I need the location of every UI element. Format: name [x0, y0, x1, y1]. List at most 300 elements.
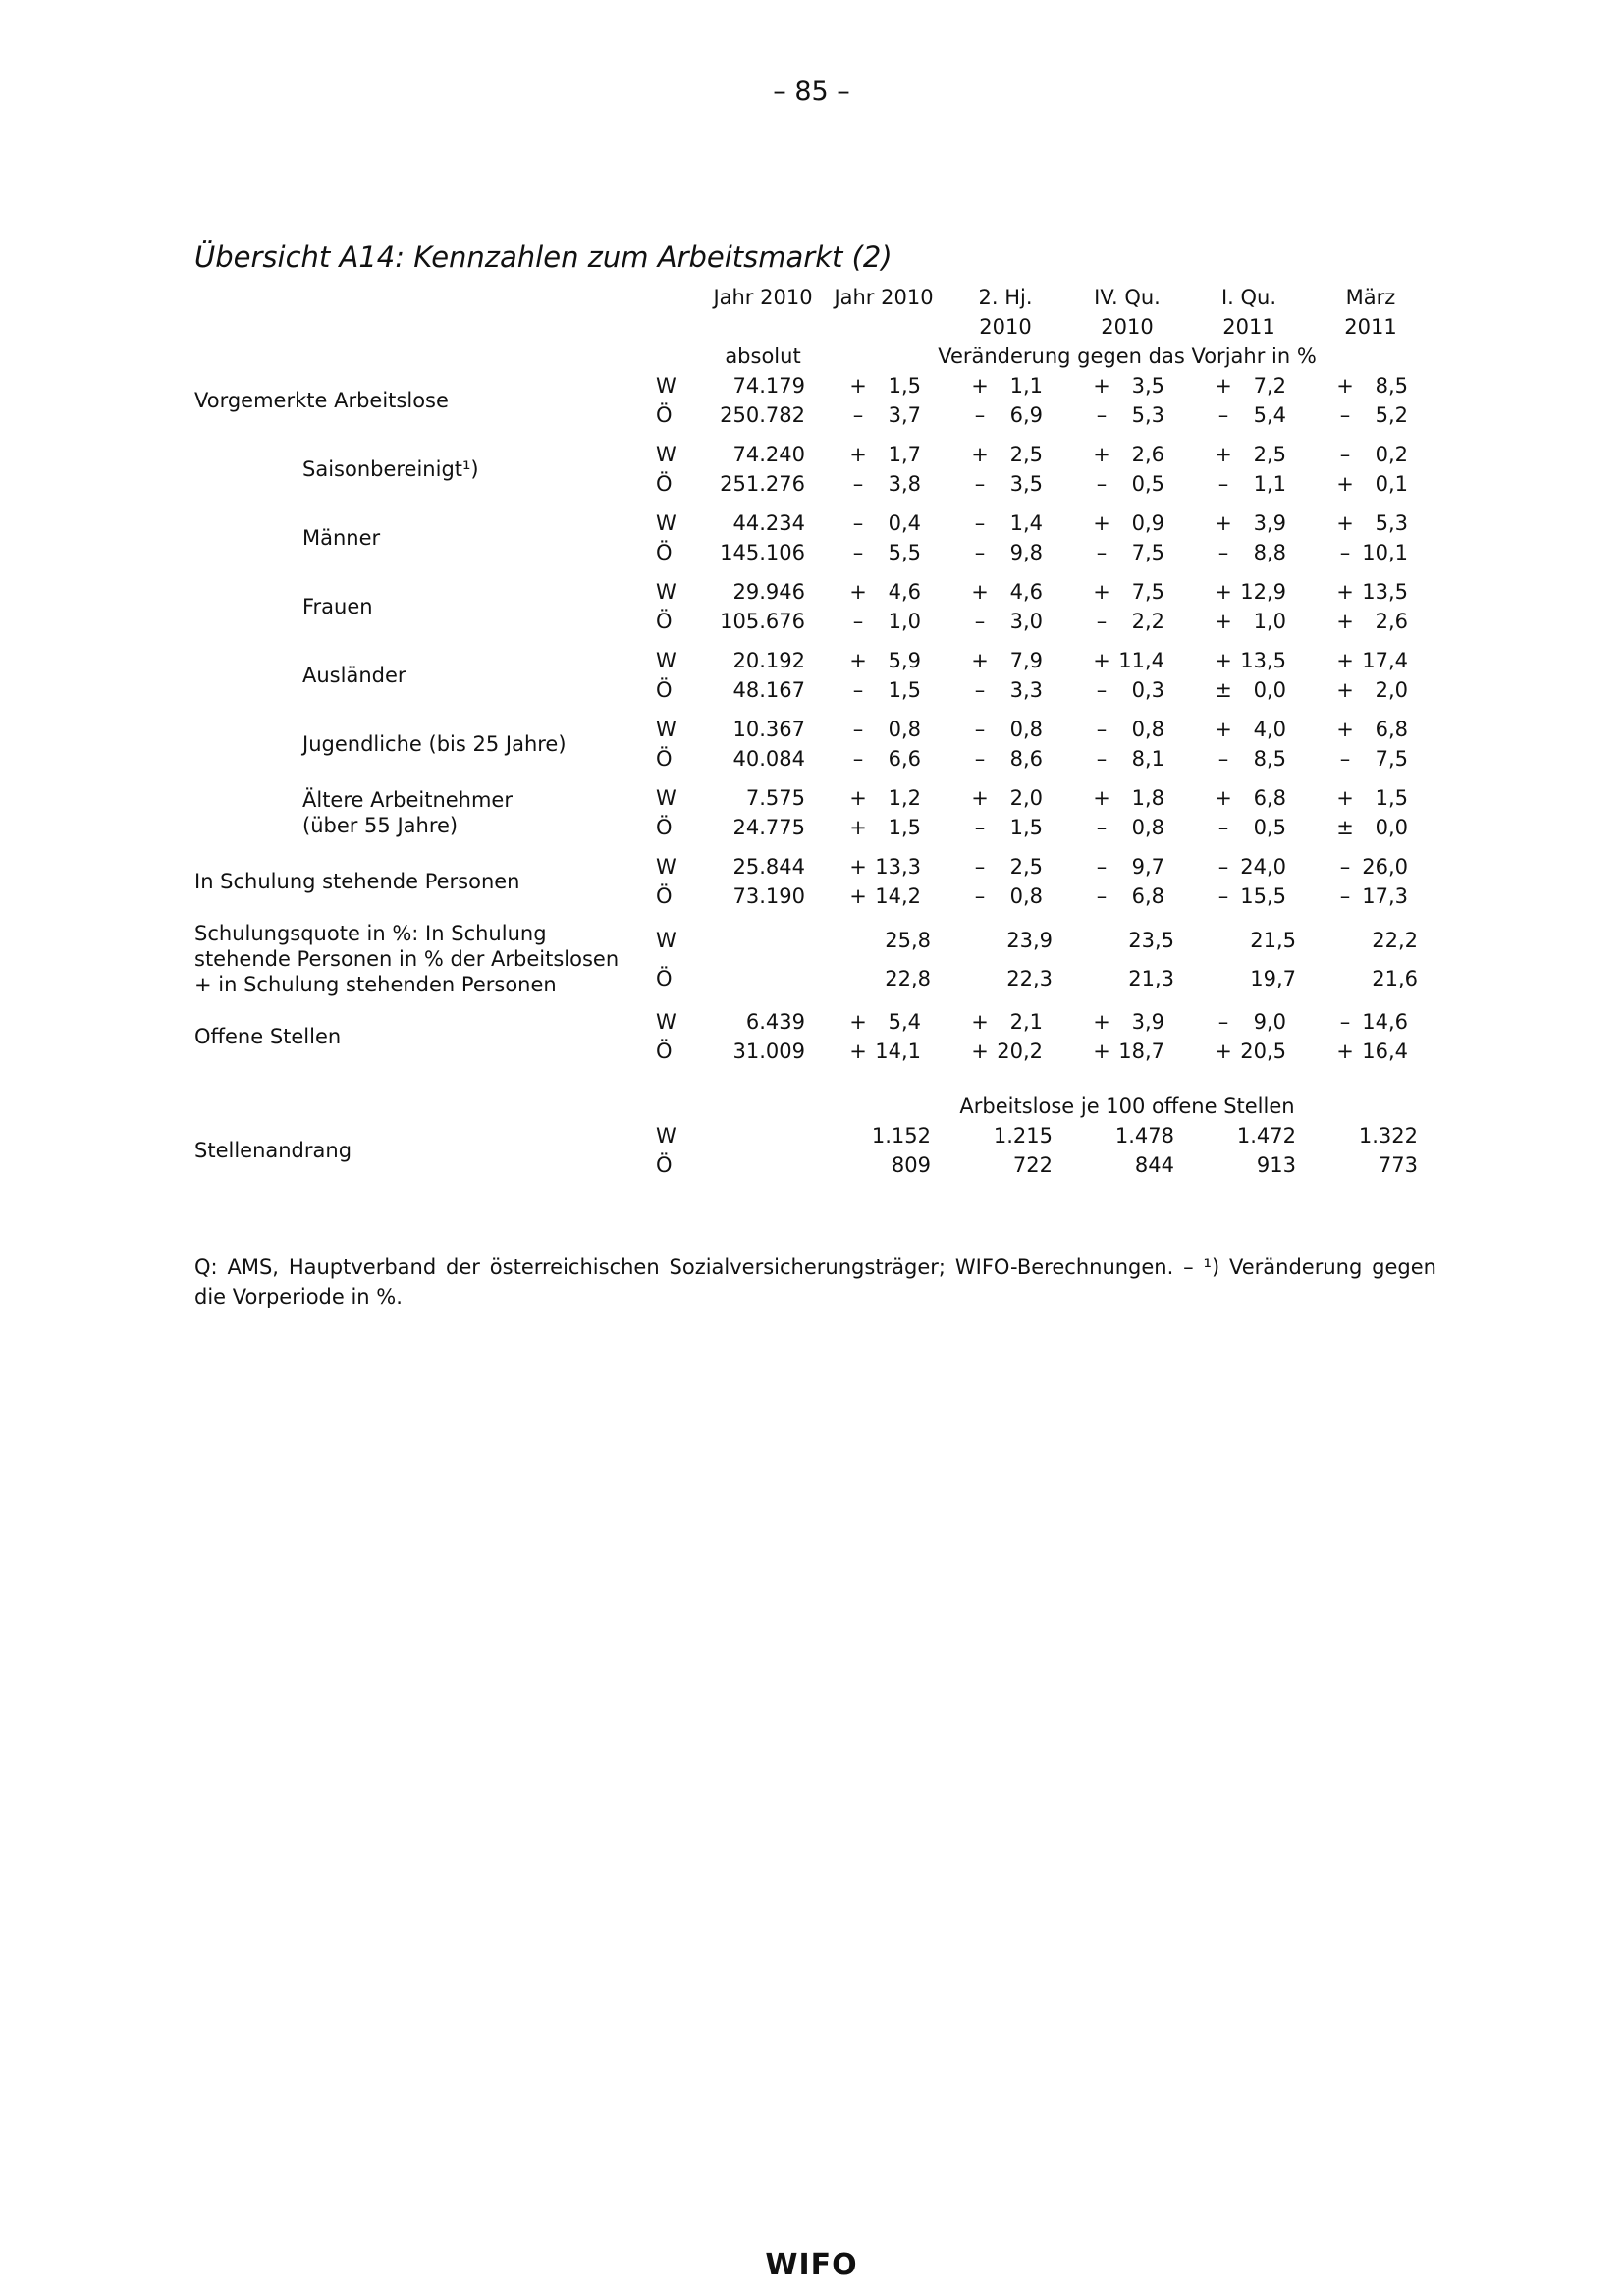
- change-sign: +: [1336, 374, 1354, 398]
- change-cell: [945, 744, 1066, 774]
- header-row-2: [194, 312, 1432, 342]
- region-code: Ö: [656, 747, 673, 771]
- change-sign: +: [971, 1040, 989, 1063]
- spacer-cell: [194, 911, 1432, 921]
- table-row: [194, 1007, 1432, 1037]
- ratio-value: 1.472: [1236, 1124, 1296, 1148]
- spacer-cell: [194, 1066, 1432, 1092]
- row-label: [194, 921, 656, 997]
- column-header-sub: 2010: [1101, 315, 1154, 339]
- change-value: 20,2: [997, 1040, 1043, 1063]
- column-header: Jahr 2010: [834, 286, 934, 309]
- absolute-value: 145.106: [720, 541, 805, 564]
- change-value: 1,5: [888, 678, 921, 702]
- row-spacer: [194, 636, 1432, 646]
- change-cell: [1066, 783, 1188, 813]
- change-cell: [1066, 440, 1188, 469]
- change-cell: [945, 675, 1066, 705]
- change-sign: –: [1096, 718, 1108, 741]
- change-cell: [1310, 538, 1432, 567]
- change-cell: [945, 577, 1066, 607]
- row-label-line: Saisonbereinigt¹): [302, 457, 479, 481]
- change-sign: –: [1217, 747, 1229, 771]
- row-spacer: [194, 567, 1432, 577]
- row-label-line: Stellenandrang: [194, 1139, 352, 1162]
- unit-change: Veränderung gegen das Vorjahr in %: [938, 345, 1317, 368]
- row-spacer: [194, 774, 1432, 783]
- change-cell: [823, 607, 945, 636]
- change-value: 3,3: [1009, 678, 1043, 702]
- change-sign: –: [1096, 816, 1108, 839]
- table-row: [194, 577, 1432, 607]
- change-cell: [1066, 607, 1188, 636]
- header-blank: [194, 312, 656, 342]
- row-spacer: [194, 499, 1432, 508]
- change-sign: +: [1336, 649, 1354, 672]
- change-sign: +: [849, 580, 867, 604]
- change-value: 1,2: [888, 786, 921, 810]
- row-label-line: In Schulung stehende Personen: [194, 870, 520, 893]
- change-value: 5,4: [1253, 403, 1286, 427]
- change-sign: +: [971, 1010, 989, 1034]
- change-value: 1,5: [1009, 816, 1043, 839]
- change-sign: –: [1339, 747, 1351, 771]
- change-cell: [823, 813, 945, 842]
- change-value: 4,6: [888, 580, 921, 604]
- change-sign: +: [1093, 1040, 1110, 1063]
- change-value: 5,5: [888, 541, 921, 564]
- change-sign: –: [852, 403, 864, 427]
- change-value: 7,5: [1131, 580, 1164, 604]
- change-sign: +: [1336, 472, 1354, 496]
- change-value: 0,0: [1253, 678, 1286, 702]
- change-value: 0,2: [1375, 443, 1408, 466]
- change-cell: [945, 881, 1066, 911]
- absolute-value: 31.009: [732, 1040, 805, 1063]
- change-sign: +: [1215, 610, 1232, 633]
- change-value: 13,5: [1240, 649, 1286, 672]
- change-sign: +: [971, 786, 989, 810]
- change-sign: –: [1217, 816, 1229, 839]
- change-sign: –: [974, 541, 986, 564]
- change-sign: –: [974, 403, 986, 427]
- change-cell: [1188, 813, 1310, 842]
- change-cell: [1066, 675, 1188, 705]
- spacer-cell: [194, 430, 1432, 440]
- change-sign: –: [1217, 855, 1229, 879]
- change-value: 0,8: [1009, 718, 1043, 741]
- change-cell: [1188, 400, 1310, 430]
- column-header-sub: 2011: [1222, 315, 1275, 339]
- change-value: 24,0: [1240, 855, 1286, 879]
- change-sign: +: [1215, 511, 1232, 535]
- region-code: Ö: [656, 541, 673, 564]
- change-cell: [1188, 1037, 1310, 1066]
- change-value: 5,4: [888, 1010, 921, 1034]
- unit-blank: [194, 1092, 656, 1121]
- spacer-cell: [194, 636, 1432, 646]
- quota-value: 22,8: [885, 966, 931, 990]
- change-cell: [1310, 715, 1432, 744]
- change-value: 2,6: [1375, 610, 1408, 633]
- header-blank: [194, 283, 656, 312]
- table-row: [194, 783, 1432, 813]
- region-code: W: [656, 374, 676, 398]
- row-spacer: [194, 430, 1432, 440]
- change-sign: –: [974, 610, 986, 633]
- change-value: 17,3: [1362, 884, 1408, 908]
- change-cell: [1310, 852, 1432, 881]
- change-cell: [945, 400, 1066, 430]
- change-cell: [1066, 400, 1188, 430]
- change-cell: [1066, 469, 1188, 499]
- change-sign: –: [1096, 541, 1108, 564]
- change-cell: [1310, 1007, 1432, 1037]
- change-value: 1,4: [1009, 511, 1043, 535]
- change-cell: [1188, 371, 1310, 400]
- change-value: 5,9: [888, 649, 921, 672]
- change-cell: [1188, 715, 1310, 744]
- change-value: 15,5: [1240, 884, 1286, 908]
- change-value: 11,4: [1118, 649, 1164, 672]
- change-cell: [1188, 852, 1310, 881]
- change-cell: [823, 469, 945, 499]
- change-sign: +: [1093, 786, 1110, 810]
- column-header: 2. Hj.: [978, 286, 1033, 309]
- region-code: W: [656, 855, 676, 879]
- region-code: Ö: [656, 678, 673, 702]
- change-value: 2,5: [1253, 443, 1286, 466]
- change-cell: [945, 508, 1066, 538]
- table-row: [194, 1121, 1432, 1150]
- column-header-sub: 2011: [1344, 315, 1397, 339]
- change-cell: [823, 400, 945, 430]
- change-sign: +: [1336, 678, 1354, 702]
- change-value: 6,9: [1009, 403, 1043, 427]
- page-number: – 85 –: [773, 77, 850, 107]
- change-value: 9,8: [1009, 541, 1043, 564]
- row-label-line: Frauen: [302, 595, 373, 618]
- region-code: Ö: [656, 1040, 673, 1063]
- spacer-cell: [194, 997, 1432, 1007]
- change-value: 5,2: [1375, 403, 1408, 427]
- change-sign: –: [852, 678, 864, 702]
- spacer-cell: [194, 705, 1432, 715]
- change-value: 1,0: [1253, 610, 1286, 633]
- change-value: 2,0: [1375, 678, 1408, 702]
- change-cell: [1188, 607, 1310, 636]
- change-value: 7,5: [1131, 541, 1164, 564]
- change-sign: +: [1093, 374, 1110, 398]
- change-sign: +: [1215, 718, 1232, 741]
- change-cell: [1066, 508, 1188, 538]
- row-label: [194, 783, 656, 842]
- change-sign: +: [1336, 511, 1354, 535]
- unit-blank: [656, 1092, 703, 1121]
- absolute-value: [703, 921, 823, 959]
- change-sign: +: [1215, 580, 1232, 604]
- change-cell: [1310, 469, 1432, 499]
- change-value: 8,1: [1131, 747, 1164, 771]
- absolute-value: 44.234: [732, 511, 805, 535]
- change-sign: –: [852, 541, 864, 564]
- change-cell: [823, 852, 945, 881]
- absolute-value: 20.192: [732, 649, 805, 672]
- change-cell: [1066, 646, 1188, 675]
- change-sign: –: [1339, 1010, 1351, 1034]
- change-cell: [1310, 813, 1432, 842]
- change-value: 10,1: [1362, 541, 1408, 564]
- row-label: [194, 852, 656, 911]
- change-cell: [823, 440, 945, 469]
- change-sign: –: [1339, 403, 1351, 427]
- change-sign: +: [849, 443, 867, 466]
- absolute-value: 24.775: [732, 816, 805, 839]
- change-cell: [823, 1007, 945, 1037]
- change-sign: ±: [1336, 816, 1354, 839]
- change-value: 13,3: [875, 855, 921, 879]
- change-cell: [1066, 577, 1188, 607]
- absolute-value: 251.276: [720, 472, 805, 496]
- row-label-line: Ältere Arbeitnehmer: [302, 788, 513, 812]
- change-cell: [1310, 783, 1432, 813]
- change-value: 0,4: [888, 511, 921, 535]
- change-value: 4,0: [1253, 718, 1286, 741]
- ratio-value: 1.322: [1358, 1124, 1418, 1148]
- change-cell: [823, 646, 945, 675]
- change-sign: –: [974, 472, 986, 496]
- absolute-value: 74.179: [732, 374, 805, 398]
- change-value: 14,6: [1362, 1010, 1408, 1034]
- change-cell: [1188, 783, 1310, 813]
- header-blank: [656, 312, 703, 342]
- change-cell: [1310, 646, 1432, 675]
- unit-blank: [703, 1092, 823, 1121]
- row-label: [194, 1121, 656, 1180]
- quota-value: 19,7: [1250, 966, 1296, 990]
- ratio-value: 809: [891, 1153, 931, 1177]
- absolute-value: 73.190: [732, 884, 805, 908]
- change-value: 7,5: [1375, 747, 1408, 771]
- change-sign: +: [1215, 786, 1232, 810]
- absolute-value: 105.676: [720, 610, 805, 633]
- change-sign: –: [1217, 472, 1229, 496]
- change-cell: [945, 1037, 1066, 1066]
- column-header: IV. Qu.: [1094, 286, 1161, 309]
- change-sign: –: [974, 718, 986, 741]
- row-spacer: [194, 842, 1432, 852]
- change-sign: +: [1215, 1040, 1232, 1063]
- change-cell: [1188, 1007, 1310, 1037]
- change-value: 6,8: [1131, 884, 1164, 908]
- change-value: 7,2: [1253, 374, 1286, 398]
- change-sign: +: [849, 884, 867, 908]
- column-header: Jahr 2010: [713, 286, 813, 309]
- change-cell: [1310, 400, 1432, 430]
- change-cell: [1188, 469, 1310, 499]
- change-value: 0,8: [1131, 718, 1164, 741]
- change-value: 2,0: [1009, 786, 1043, 810]
- region-code: Ö: [656, 884, 673, 908]
- change-cell: [1188, 508, 1310, 538]
- change-cell: [945, 852, 1066, 881]
- ratio-value: 1.215: [993, 1124, 1053, 1148]
- change-sign: +: [849, 816, 867, 839]
- change-value: 2,5: [1009, 443, 1043, 466]
- region-code: W: [656, 580, 676, 604]
- absolute-value: 10.367: [732, 718, 805, 741]
- wifo-logo: WIFO: [765, 2248, 858, 2282]
- absolute-value: 250.782: [720, 403, 805, 427]
- change-cell: [1188, 881, 1310, 911]
- unit-blank: [194, 342, 656, 371]
- change-value: 6,8: [1253, 786, 1286, 810]
- header-blank: [656, 283, 703, 312]
- change-cell: [823, 371, 945, 400]
- change-cell: [823, 881, 945, 911]
- change-cell: [1310, 881, 1432, 911]
- region-code: W: [656, 443, 676, 466]
- change-cell: [823, 508, 945, 538]
- change-sign: –: [1217, 1010, 1229, 1034]
- change-cell: [1310, 440, 1432, 469]
- change-sign: –: [852, 747, 864, 771]
- change-cell: [823, 1037, 945, 1066]
- change-cell: [945, 646, 1066, 675]
- change-cell: [945, 538, 1066, 567]
- change-cell: [1310, 508, 1432, 538]
- absolute-value: 25.844: [732, 855, 805, 879]
- row-label-line: + in Schulung stehenden Personen: [194, 973, 557, 996]
- absolute-value: 48.167: [732, 678, 805, 702]
- change-cell: [1310, 744, 1432, 774]
- change-value: 0,9: [1131, 511, 1164, 535]
- change-value: 8,5: [1253, 747, 1286, 771]
- change-sign: +: [849, 855, 867, 879]
- region-code: Ö: [656, 816, 673, 839]
- change-value: 2,1: [1009, 1010, 1043, 1034]
- region-code: Ö: [656, 403, 673, 427]
- change-sign: –: [1096, 855, 1108, 879]
- row-spacer: [194, 997, 1432, 1007]
- row-label-line: Offene Stellen: [194, 1025, 342, 1048]
- change-value: 13,5: [1362, 580, 1408, 604]
- row-label-line: stehende Personen in % der Arbeitslosen: [194, 947, 620, 971]
- change-cell: [945, 813, 1066, 842]
- source-note: Q: AMS, Hauptverband der österreichischen Sozialversicherungsträger; WIFO-Berechnungen. – ¹) Veränderung gegen die Vorperiode in %.: [194, 1255, 1436, 1308]
- table-row: [194, 921, 1432, 959]
- row-label: [194, 1007, 656, 1066]
- change-value: 17,4: [1362, 649, 1408, 672]
- change-sign: +: [1093, 511, 1110, 535]
- change-sign: –: [1096, 678, 1108, 702]
- change-cell: [823, 783, 945, 813]
- change-sign: –: [852, 610, 864, 633]
- change-sign: +: [849, 1010, 867, 1034]
- change-cell: [1188, 577, 1310, 607]
- change-sign: +: [971, 649, 989, 672]
- ratio-value: 722: [1012, 1153, 1053, 1177]
- change-value: 26,0: [1362, 855, 1408, 879]
- change-sign: +: [1336, 718, 1354, 741]
- change-value: 3,5: [1009, 472, 1043, 496]
- change-value: 0,8: [1009, 884, 1043, 908]
- change-sign: –: [974, 816, 986, 839]
- row-label: [194, 508, 656, 567]
- change-sign: +: [971, 580, 989, 604]
- absolute-value: 74.240: [732, 443, 805, 466]
- quota-value: 21,6: [1372, 966, 1418, 990]
- change-sign: –: [1339, 443, 1351, 466]
- table-row: [194, 440, 1432, 469]
- change-sign: –: [1096, 403, 1108, 427]
- quota-value: 21,3: [1128, 966, 1174, 990]
- change-value: 0,8: [888, 718, 921, 741]
- change-cell: [823, 577, 945, 607]
- change-sign: +: [971, 374, 989, 398]
- absolute-value: [703, 1150, 823, 1180]
- ratio-value: 1.152: [871, 1124, 931, 1148]
- change-value: 2,5: [1009, 855, 1043, 879]
- change-sign: –: [974, 678, 986, 702]
- quota-value: 22,2: [1372, 928, 1418, 952]
- change-sign: –: [1217, 403, 1229, 427]
- absolute-value: 7.575: [745, 786, 805, 810]
- change-value: 3,5: [1131, 374, 1164, 398]
- change-value: 3,7: [888, 403, 921, 427]
- change-sign: –: [1339, 884, 1351, 908]
- change-sign: +: [1093, 649, 1110, 672]
- change-sign: –: [1096, 884, 1108, 908]
- row-label: [194, 371, 656, 430]
- change-value: 4,6: [1009, 580, 1043, 604]
- change-sign: +: [1093, 1010, 1110, 1034]
- change-cell: [1188, 675, 1310, 705]
- spacer-cell: [194, 774, 1432, 783]
- change-cell: [1066, 371, 1188, 400]
- change-cell: [945, 1007, 1066, 1037]
- spacer-cell: [194, 499, 1432, 508]
- unit-absolute: absolut: [725, 345, 801, 368]
- change-cell: [1188, 646, 1310, 675]
- change-value: 1,8: [1131, 786, 1164, 810]
- change-value: 18,7: [1118, 1040, 1164, 1063]
- change-sign: +: [1336, 580, 1354, 604]
- change-value: 6,8: [1375, 718, 1408, 741]
- change-sign: –: [974, 855, 986, 879]
- change-cell: [823, 538, 945, 567]
- change-value: 16,4: [1362, 1040, 1408, 1063]
- row-label-line: Männer: [302, 526, 381, 550]
- change-cell: [945, 371, 1066, 400]
- change-value: 9,0: [1253, 1010, 1286, 1034]
- row-spacer: [194, 705, 1432, 715]
- absolute-value: [703, 959, 823, 997]
- region-code: W: [656, 718, 676, 741]
- column-header: März: [1345, 286, 1396, 309]
- change-sign: –: [852, 472, 864, 496]
- column-header-sub: [703, 312, 823, 342]
- change-sign: +: [849, 649, 867, 672]
- change-sign: +: [1336, 1040, 1354, 1063]
- change-sign: +: [971, 443, 989, 466]
- row-label: [194, 577, 656, 636]
- change-value: 0,5: [1253, 816, 1286, 839]
- change-value: 0,5: [1131, 472, 1164, 496]
- change-value: 2,6: [1131, 443, 1164, 466]
- ratio-value: 913: [1256, 1153, 1296, 1177]
- change-cell: [1188, 538, 1310, 567]
